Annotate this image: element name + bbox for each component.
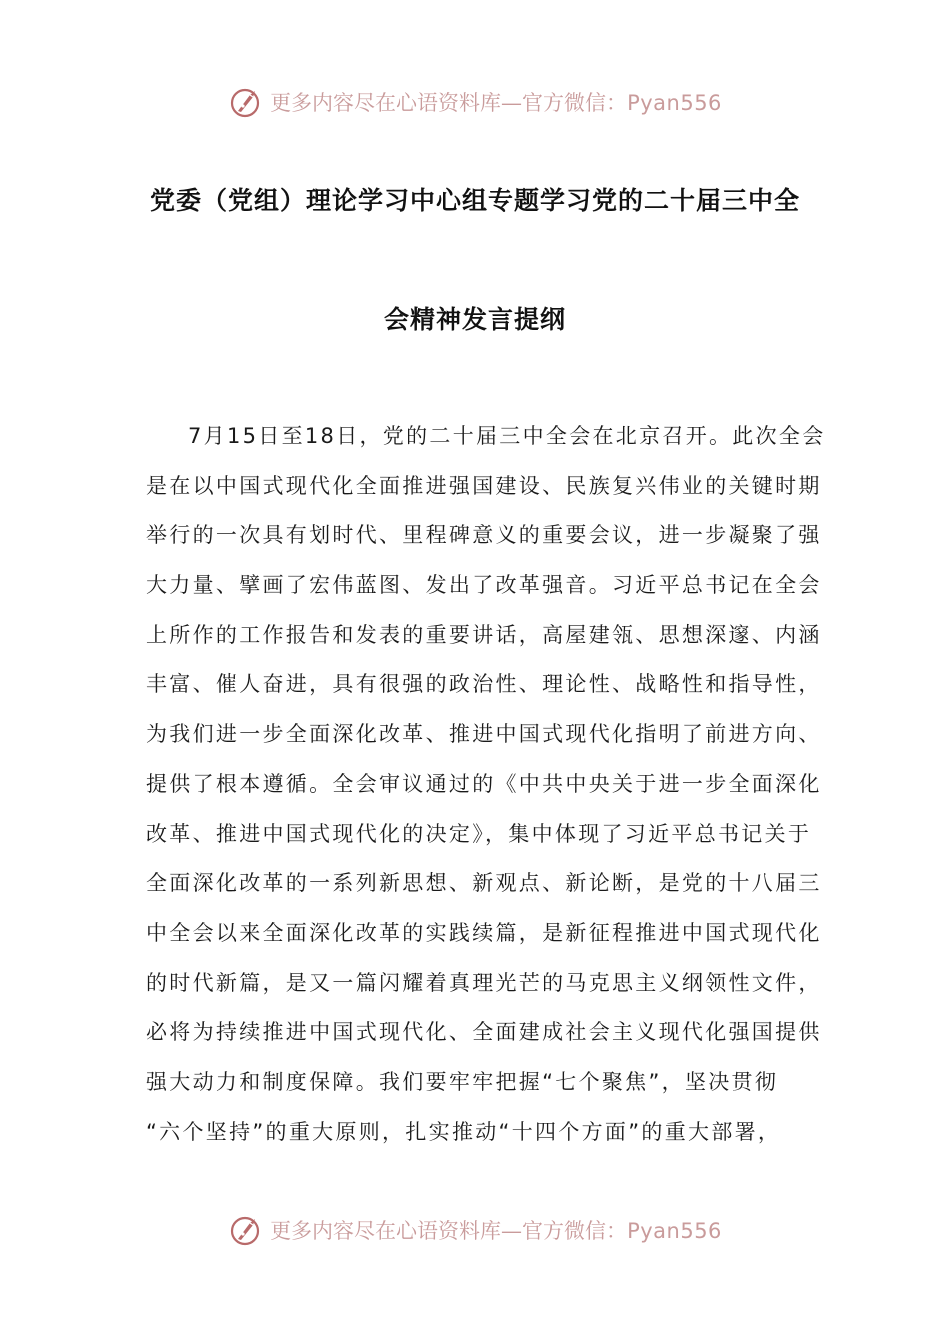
body-line: 举行的一次具有划时代、里程碑意义的重要会议，进一步凝聚了强: [146, 523, 822, 548]
watermark-banner-bottom: [0, 1210, 950, 1250]
document-title-line-1: 党委（党组）理论学习中心组专题学习党的二十届三中全: [149, 186, 800, 215]
watermark-banner-top: [0, 82, 950, 122]
body-line: 是在以中国式现代化全面推进强国建设、民族复兴伟业的关键时期: [146, 473, 822, 498]
body-line: 中全会以来全面深化改革的实践续篇，是新征程推进中国式现代化: [146, 920, 822, 945]
watermark-wechat-id: Pyan556: [627, 91, 722, 115]
body-line: 提供了根本遵循。全会审议通过的《中共中央关于进一步全面深化: [146, 771, 822, 796]
pen-nib-circle-icon: [228, 84, 264, 120]
body-line: 强大动力和制度保障。我们要牢牢把握“七个聚焦”，坚决贯彻: [146, 1069, 779, 1094]
body-line: 上所作的工作报告和发表的重要讲话，高屋建瓴、思想深邃、内涵: [146, 622, 822, 647]
body-line: 为我们进一步全面深化改革、推进中国式现代化指明了前进方向、: [146, 722, 822, 747]
document-body-paragraph: [146, 412, 826, 1157]
body-line: 7月15日至18日，党的二十届三中全会在北京召开。此次全会: [188, 424, 826, 448]
body-line: 大力量、擘画了宏伟蓝图、发出了改革强音。习近平总书记在全会: [146, 573, 822, 598]
body-line: 必将为持续推进中国式现代化、全面建成社会主义现代化强国提供: [146, 1020, 822, 1045]
body-line: 丰富、催人奋进，具有很强的政治性、理论性、战略性和指导性，: [146, 672, 822, 697]
document-title-line-2: 会精神发言提纲: [383, 305, 566, 334]
watermark-label: 更多内容尽在心语资料库—官方微信：: [270, 1219, 628, 1243]
body-line: 的时代新篇，是又一篇闪耀着真理光芒的马克思主义纲领性文件，: [146, 970, 822, 995]
watermark-text: [270, 87, 722, 117]
watermark-label: 更多内容尽在心语资料库—官方微信：: [270, 91, 628, 115]
body-line: “六个坚持”的重大原则，扎实推动“十四个方面”的重大部署，: [146, 1119, 782, 1144]
body-line: 全面深化改革的一系列新思想、新观点、新论断，是党的十八届三: [146, 871, 822, 896]
watermark-text: [270, 1215, 722, 1245]
body-line: 改革、推进中国式现代化的决定》，集中体现了习近平总书记关于: [146, 821, 812, 846]
watermark-wechat-id: Pyan556: [627, 1219, 722, 1243]
pen-nib-circle-icon: [228, 1212, 264, 1248]
